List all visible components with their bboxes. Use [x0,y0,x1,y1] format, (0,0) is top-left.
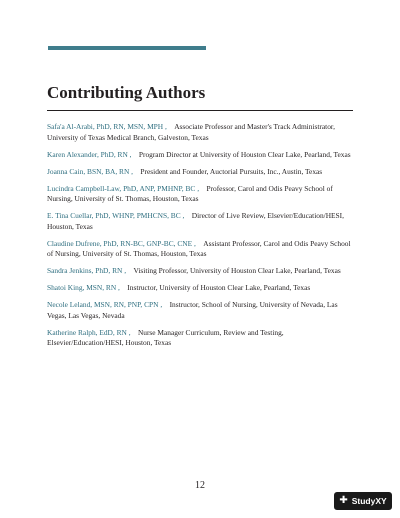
author-name: Shatoi King, MSN, RN , [47,283,120,292]
author-name: Katherine Ralph, EdD, RN , [47,327,131,337]
page-number: 12 [195,480,205,491]
author-description: Director of Live Review, Elsevier/Education/HESI, Houston, Texas [47,211,344,231]
author-description: Instructor, University of Houston Clear Lake, Pearland, Texas [127,283,311,292]
author-description: Visiting Professor, University of Houston Clear Lake, Pearland, Texas [133,266,341,275]
author-entry [47,300,357,321]
author-description: Assistant Professor, Carol and Odis Peavy School of Nursing, University of St. Thomas, Houston, Texas [47,238,351,258]
author-name: Claudine Dufrene, PhD, RN-BC, GNP-BC, CNE , [47,238,196,248]
author-name: Necole Leland, MSN, RN, PNP, CPN , [47,300,163,309]
accent-bar [48,46,206,50]
author-entry [47,266,357,277]
author-entry [47,122,357,143]
author-entry [47,211,357,232]
author-entry [47,328,357,349]
page-title: Contributing Authors [47,83,206,102]
author-entry [47,283,357,294]
author-name: Sandra Jenkins, PhD, RN , [47,266,127,275]
badge-label: StudyXY [351,496,387,506]
author-description: Associate Professor and Master's Track Administrator, University of Texas Medical Branch, Galveston, Texas [47,122,335,142]
author-name: Karen Alexander, PhD, RN , [47,149,132,159]
author-name: Safa'a Al-Arabi, PhD, RN, MSN, MPH , [47,122,167,131]
author-description: Program Director at University of Houston Clear Lake, Pearland, Texas [138,149,351,159]
author-list [47,122,357,355]
author-description: Professor, Carol and Odis Peavy School of Nursing, University of St. Thomas, Houston, Texas [47,183,333,203]
author-description: Nurse Manager Curriculum, Review and Testing, Elsevier/Education/HESI, Houston, Texas [47,327,284,347]
author-entry [47,239,357,260]
author-description: Instructor, School of Nursing, University of Nevada, Las Vegas, Las Vegas, Nevada [47,300,338,320]
studyxy-badge[interactable] [334,492,392,510]
author-entry [47,184,357,205]
author-description: President and Founder, Auctorial Pursuits, Inc., Austin, Texas [140,166,323,176]
author-entry [47,150,357,161]
author-name: E. Tina Cuellar, PhD, WHNP, PMHCNS, BC , [47,211,185,220]
plus-icon: ✚ [339,495,348,506]
title-divider [47,110,353,111]
author-entry [47,167,357,178]
author-name: Joanna Cain, BSN, BA, RN , [47,166,134,176]
author-name: Lucindra Campbell-Law, PhD, ANP, PMHNP, BC , [47,183,200,193]
